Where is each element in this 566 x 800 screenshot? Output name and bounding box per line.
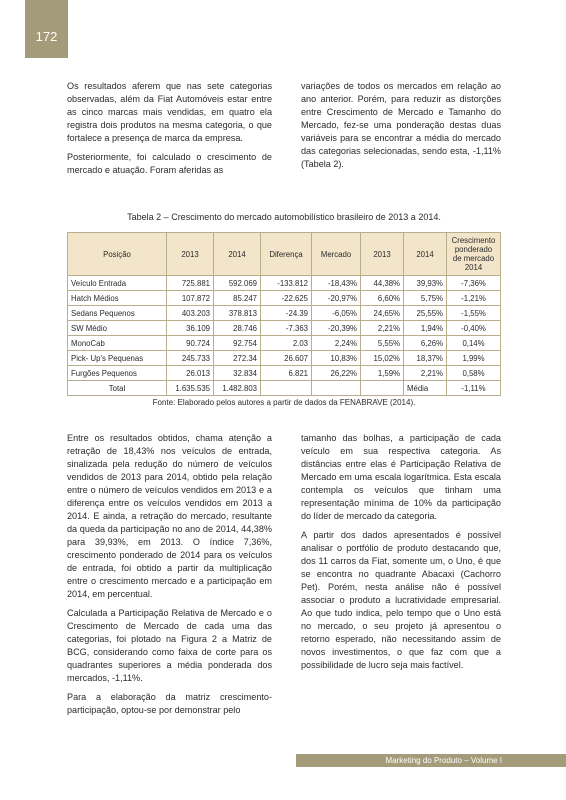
empty-cell [312, 381, 361, 396]
footer-bar: Marketing do Produto – Volume I [296, 754, 566, 767]
cell: 26,22% [312, 366, 361, 381]
table-header-row [68, 233, 501, 276]
cell: 39,93% [404, 276, 447, 291]
table-total-row [68, 381, 501, 396]
cell: -0,40% [447, 321, 501, 336]
cell: Sedans Pequenos [68, 306, 167, 321]
paragraph: Para a elaboração da matriz crescimento-participação, optou-se por demonstrar pelo [67, 692, 272, 715]
table-row [68, 276, 501, 291]
total-label: Total [68, 381, 167, 396]
table-row [68, 291, 501, 306]
cell: -1,21% [447, 291, 501, 306]
paragraph: A partir dos dados apresentados é possível analisar o portfólio de produto destacando que, dos 11 carros da Fiat, somente um, o Uno, é que se encontra no quadrante Abacaxi (Cachorro Pet). Porém, nesta análise não é possível associar o produto a lucratividade empresarial. Ao que tudo indica, pelo tempo que o Uno está no mercado, o seu projeto já apresentou o retorno esperado, não necessitando assim de novos investimentos, o que faz com que a possibilidade de lucro seja mais factível. [301, 530, 501, 670]
cell: 592.069 [214, 276, 261, 291]
cell: 2.03 [261, 336, 312, 351]
cell: -20,97% [312, 291, 361, 306]
cell: 0,14% [447, 336, 501, 351]
text-column-top-right [301, 80, 501, 177]
cell: 378.813 [214, 306, 261, 321]
table-row [68, 321, 501, 336]
table-row [68, 351, 501, 366]
cell: -20,39% [312, 321, 361, 336]
paragraph: variações de todos os mercados em relação ao ano anterior. Porém, para reduzir as distorções entre Crescimento de Mercado e Tamanho do Mercado, fez-se uma ponderação destas duas variáveis para se encontrar a média do mercado das categorias selecionadas, sendo esta, -1,11% (Tabela 2). [301, 81, 501, 169]
table-row [68, 366, 501, 381]
cell: -1,55% [447, 306, 501, 321]
cell: -133.812 [261, 276, 312, 291]
col-header: 2013 [361, 233, 404, 276]
empty-cell [361, 381, 404, 396]
cell: 6,26% [404, 336, 447, 351]
cell: 403.203 [167, 306, 214, 321]
cell: Pick- Up's Pequenas [68, 351, 167, 366]
col-header: Crescimento ponderado de mercado 2014 [447, 233, 501, 276]
cell: -7,36% [447, 276, 501, 291]
cell: -18,43% [312, 276, 361, 291]
table-row [68, 336, 501, 351]
cell: -6,05% [312, 306, 361, 321]
cell: 2,21% [404, 366, 447, 381]
cell: -24.39 [261, 306, 312, 321]
paragraph: Calculada a Participação Relativa de Mercado e o Crescimento de Mercado de cada uma das categorias, foi plotado na Figura 2 a Matriz de BCG, considerando como faixa de corte para os quadrantes superiores a média ponderada dos mercados, -1,11%. [67, 608, 272, 683]
total-2013: 1.635.535 [167, 381, 214, 396]
col-header: 2014 [214, 233, 261, 276]
total-2014: 1.482.803 [214, 381, 261, 396]
cell: Furgões Pequenos [68, 366, 167, 381]
cell: 24,65% [361, 306, 404, 321]
cell: 44,38% [361, 276, 404, 291]
market-growth-table [67, 232, 501, 396]
cell: 1,59% [361, 366, 404, 381]
cell: 2,21% [361, 321, 404, 336]
cell: 90.724 [167, 336, 214, 351]
col-header: Diferença [261, 233, 312, 276]
text-column-top-left [67, 80, 272, 183]
cell: 92.754 [214, 336, 261, 351]
cell: 6.821 [261, 366, 312, 381]
cell: 0,58% [447, 366, 501, 381]
cell: 725.881 [167, 276, 214, 291]
cell: 85.247 [214, 291, 261, 306]
cell: 2,24% [312, 336, 361, 351]
cell: 26.013 [167, 366, 214, 381]
cell: 32.834 [214, 366, 261, 381]
cell: 36.109 [167, 321, 214, 336]
text-column-bottom-right [301, 432, 501, 678]
table-row [68, 306, 501, 321]
cell: 1,99% [447, 351, 501, 366]
cell: Hatch Médios [68, 291, 167, 306]
cell: 18,37% [404, 351, 447, 366]
col-header: 2014 [404, 233, 447, 276]
page-number: 172 [25, 0, 68, 58]
cell: 245.733 [167, 351, 214, 366]
paragraph: Entre os resultados obtidos, chama atenção a retração de 18,43% nos veículos de entrada, sinalizada pela redução do número de veículos vendidos de 2013 para 2014, obtido pela relação entre o número de veículos vendidos em 2013 e a diferença entre os veículos vendidos em 2013 a 2014. E ainda, a retração do mercado, resultante da queda da participação no ano de 2014, 44,38% para 39,93%, em 2013. O índice 7,36%, crescimento ponderado de 2014 para os veículos de entrada, foi obtido a partir da multiplicação entre o crescimento mercado e a participação em 2014, em percentual. [67, 433, 272, 599]
paragraph: Os resultados aferem que nas sete categorias observadas, além da Fiat Automóveis estar entre as cinco marcas mais vendidas, em quatro ela registra dois produtos na mesma categoria, o que fortalece a presença de marca da empresa. [67, 81, 272, 143]
col-header: Mercado [312, 233, 361, 276]
table-source: Fonte: Elaborado pelos autores a partir de dados da FENABRAVE (2014). [152, 398, 416, 407]
cell: 6,60% [361, 291, 404, 306]
media-label: Média [404, 381, 447, 396]
cell: 28.746 [214, 321, 261, 336]
cell: 15,02% [361, 351, 404, 366]
cell: 272.34 [214, 351, 261, 366]
cell: 26.607 [261, 351, 312, 366]
cell: 107.872 [167, 291, 214, 306]
paragraph: tamanho das bolhas, a participação de cada veículo em sua respectiva categoria. As distâncias entre elas é Participação Relativa de Mercado em uma escala logarítmica. Esta escala contempla os veículos que tinham uma representação mínima de 10% da participação do líder de mercado da categoria. [301, 433, 501, 521]
col-header: Posição [68, 233, 167, 276]
cell: 1,94% [404, 321, 447, 336]
cell: -22.625 [261, 291, 312, 306]
paragraph: Posteriormente, foi calculado o crescimento de mercado e atuação. Foram aferidas as [67, 152, 272, 175]
table-caption: Tabela 2 – Crescimento do mercado automobilístico brasileiro de 2013 a 2014. [127, 212, 441, 222]
empty-cell [261, 381, 312, 396]
media-value: -1,11% [447, 381, 501, 396]
cell: SW Médio [68, 321, 167, 336]
cell: MonoCab [68, 336, 167, 351]
cell: 25,55% [404, 306, 447, 321]
cell: -7.363 [261, 321, 312, 336]
text-column-bottom-left [67, 432, 272, 723]
cell: Veículo Entrada [68, 276, 167, 291]
cell: 5,75% [404, 291, 447, 306]
cell: 10,83% [312, 351, 361, 366]
col-header: 2013 [167, 233, 214, 276]
cell: 5,55% [361, 336, 404, 351]
